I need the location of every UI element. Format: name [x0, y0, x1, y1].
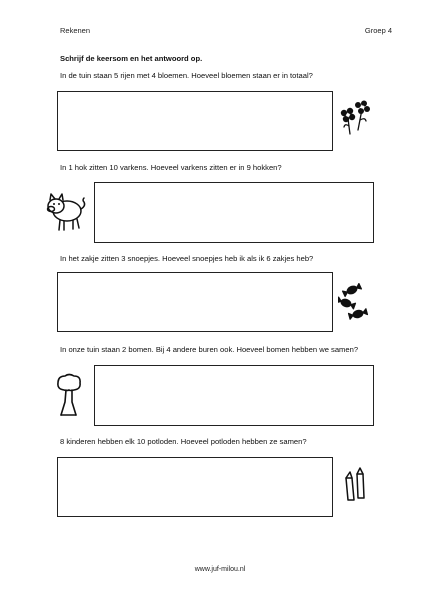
question-1-text: In de tuin staan 5 rijen met 4 bloemen. Hoeveel bloemen staan er in totaal? — [60, 71, 313, 80]
question-5-answer-box[interactable] — [57, 457, 333, 517]
pencils-icon — [340, 462, 370, 504]
tree-icon — [52, 372, 86, 418]
flowers-icon — [336, 100, 376, 138]
pig-icon — [42, 190, 90, 234]
grade-label: Groep 4 — [364, 26, 392, 35]
subject-label: Rekenen — [60, 26, 91, 35]
question-4-text: In onze tuin staan 2 bomen. Bij 4 andere buren ook. Hoeveel bomen hebben we samen? — [60, 345, 359, 354]
question-3-text: In het zakje zitten 3 snoepjes. Hoeveel snoepjes heb ik als ik 6 zakjes heb? — [60, 254, 314, 263]
candy-icon — [338, 283, 372, 323]
question-3-answer-box[interactable] — [57, 272, 333, 332]
question-1-answer-box[interactable] — [57, 91, 333, 151]
question-5-text: 8 kinderen hebben elk 10 potloden. Hoeveel potloden hebben ze samen? — [60, 437, 307, 446]
question-4-answer-box[interactable] — [94, 365, 374, 426]
question-2-answer-box[interactable] — [94, 182, 374, 243]
worksheet-instruction: Schrijf de keersom en het antwoord op. — [60, 54, 203, 63]
footer-url: www.juf-milou.nl — [194, 566, 246, 573]
question-2-text: In 1 hok zitten 10 varkens. Hoeveel varkens zitten er in 9 hokken? — [60, 163, 282, 172]
